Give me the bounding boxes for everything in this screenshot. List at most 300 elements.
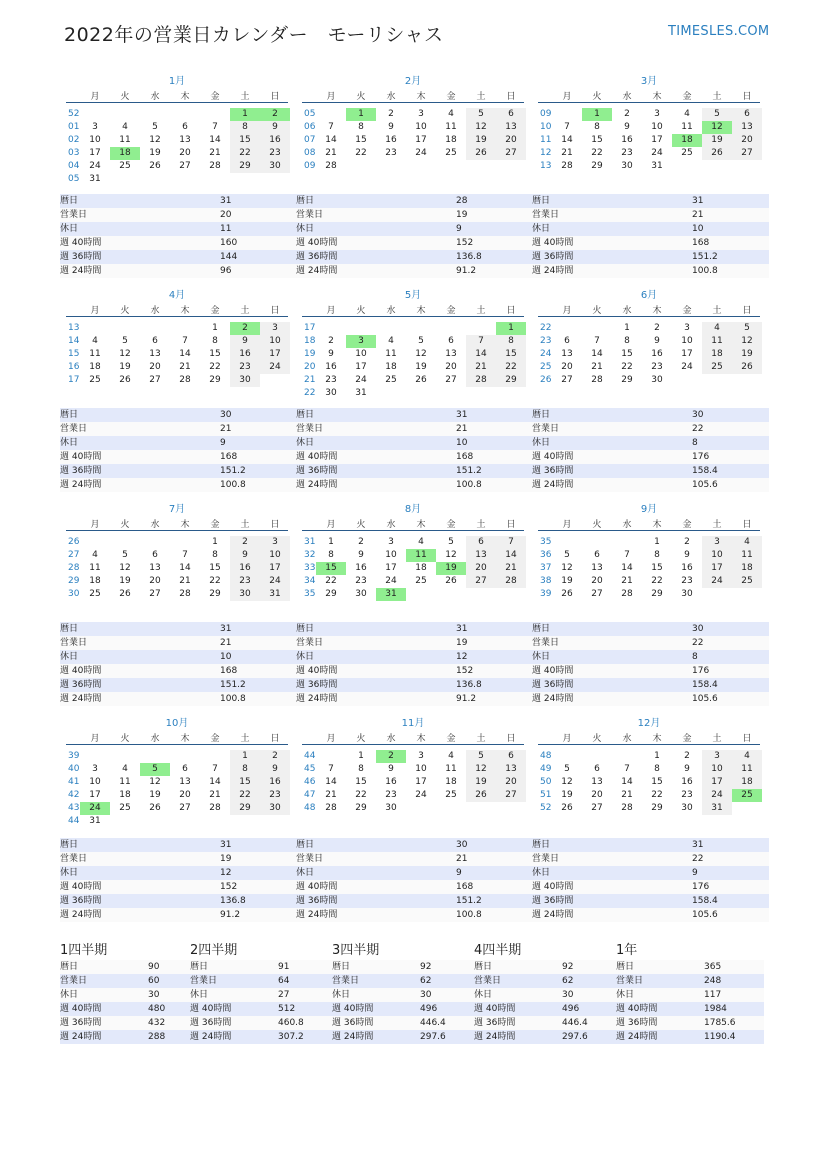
day-cell: 16	[385, 135, 397, 145]
day-cell: 26	[119, 375, 131, 385]
quarter-row	[332, 988, 480, 1002]
weekday-label: 水	[386, 306, 396, 316]
month-name: 8月	[404, 504, 422, 515]
day-cell: 17	[260, 348, 290, 361]
month-block	[538, 286, 760, 406]
day-cell: 13	[179, 777, 191, 787]
day-cell: 6	[152, 550, 158, 560]
weekday-label: 土	[712, 92, 722, 102]
day-cell: 26	[415, 375, 427, 385]
day-cell: 31	[376, 588, 406, 601]
stats-label: 休日	[60, 438, 79, 448]
stats-value: 136.8	[456, 252, 482, 262]
stats-value: 12	[456, 652, 468, 662]
day-cell: 23	[681, 790, 693, 800]
day-cell: 18	[732, 776, 762, 789]
weekday-label: 土	[712, 734, 722, 744]
stats-row	[532, 478, 769, 492]
weekday-header	[66, 731, 288, 745]
stats-row	[532, 838, 769, 852]
day-cell: 24	[415, 790, 427, 800]
day-cell: 30	[681, 589, 693, 599]
month-block	[302, 500, 524, 620]
day-cell: 28	[561, 161, 573, 171]
stats-row	[532, 678, 769, 692]
day-cell: 20	[591, 576, 603, 586]
stats-value: 176	[692, 882, 710, 892]
weekday-label: 金	[210, 734, 220, 744]
day-cell: 26	[561, 803, 573, 813]
day-cell: 4	[418, 537, 424, 547]
day-cell: 9	[260, 763, 290, 776]
day-cell: 2	[388, 109, 394, 119]
quarter-value: 446.4	[420, 1018, 446, 1028]
day-cell: 3	[346, 335, 376, 348]
weekday-label: 木	[180, 520, 190, 530]
weekday-label: 日	[270, 92, 280, 102]
day-cell: 30	[385, 803, 397, 813]
day-cell: 9	[684, 764, 690, 774]
quarter-value: 64	[278, 976, 290, 986]
stats-row	[296, 622, 533, 636]
stats-label: 週 36時間	[296, 252, 338, 262]
quarter-row	[60, 988, 208, 1002]
stats-row	[532, 636, 769, 650]
weekday-label: 水	[150, 520, 160, 530]
day-cell: 27	[149, 375, 161, 385]
brand-logo[interactable]: TIMESLES.COM	[668, 24, 770, 39]
day-cell: 27	[496, 147, 526, 160]
weekday-label: 月	[562, 734, 572, 744]
day-cell: 4	[448, 751, 454, 761]
stats-row	[60, 880, 297, 894]
stats-label: 暦日	[532, 196, 551, 206]
week-number: 19	[304, 349, 316, 359]
day-cell: 26	[466, 789, 496, 802]
stats-row	[532, 866, 769, 880]
stats-label: 休日	[532, 224, 551, 234]
weekday-label: 木	[180, 734, 190, 744]
day-cell: 20	[466, 562, 496, 575]
week-number: 06	[304, 122, 316, 132]
day-cell: 5	[122, 336, 128, 346]
week-number: 31	[304, 537, 316, 547]
weekday-label: 金	[682, 306, 692, 316]
quarter-label: 週 36時間	[474, 1018, 516, 1028]
month-stats-table	[296, 194, 533, 278]
weekday-header	[302, 517, 524, 531]
day-cell: 6	[564, 336, 570, 346]
day-cell: 1	[230, 108, 260, 121]
quarter-row	[474, 974, 622, 988]
day-cell: 26	[119, 589, 131, 599]
quarter-row	[190, 1016, 338, 1030]
day-cell: 19	[702, 134, 732, 147]
day-cell: 15	[496, 348, 526, 361]
day-cell: 6	[594, 550, 600, 560]
day-cell: 18	[702, 348, 732, 361]
week-number: 39	[540, 589, 552, 599]
day-cell: 5	[448, 537, 454, 547]
stats-value: 105.6	[692, 694, 718, 704]
weekday-label: 月	[562, 92, 572, 102]
day-cell: 29	[230, 160, 260, 173]
day-cell: 6	[448, 336, 454, 346]
stats-value: 21	[456, 424, 468, 434]
day-cell: 3	[92, 122, 98, 132]
day-cell: 13	[466, 549, 496, 562]
day-cell: 5	[702, 108, 732, 121]
month-name: 1月	[168, 76, 186, 87]
month-name: 4月	[168, 290, 186, 301]
stats-value: 9	[692, 868, 698, 878]
stats-row	[296, 250, 533, 264]
quarter-value: 62	[420, 976, 432, 986]
day-cell: 24	[415, 148, 427, 158]
stats-row	[296, 852, 533, 866]
weekday-label: 水	[150, 306, 160, 316]
day-cell: 12	[119, 563, 131, 573]
day-cell: 8	[654, 550, 660, 560]
week-number: 45	[304, 764, 316, 774]
day-cell: 17	[702, 776, 732, 789]
stats-label: 営業日	[532, 638, 560, 648]
day-cell: 14	[179, 349, 191, 359]
weekday-header	[302, 89, 524, 103]
day-cell: 22	[651, 790, 663, 800]
week-number: 34	[304, 576, 316, 586]
stats-label: 暦日	[296, 196, 315, 206]
weekday-label: 火	[592, 734, 602, 744]
day-cell: 8	[594, 122, 600, 132]
weekday-label: 木	[652, 520, 662, 530]
week-number: 32	[304, 550, 316, 560]
month-name: 3月	[640, 76, 658, 87]
stats-value: 8	[692, 652, 698, 662]
quarter-row	[616, 1002, 764, 1016]
month-stats-table	[296, 622, 533, 706]
stats-value: 96	[220, 266, 232, 276]
weekday-label: 土	[476, 92, 486, 102]
stats-row	[296, 678, 533, 692]
quarter-value: 92	[562, 962, 574, 972]
day-cell: 2	[230, 536, 260, 549]
weekday-label: 金	[210, 92, 220, 102]
stats-value: 31	[692, 840, 704, 850]
day-cell: 7	[594, 336, 600, 346]
weekday-label: 木	[416, 734, 426, 744]
quarter-row	[60, 960, 208, 974]
day-cell: 31	[702, 802, 732, 815]
day-cell: 21	[209, 790, 221, 800]
weekday-header	[302, 303, 524, 317]
week-number: 40	[68, 764, 80, 774]
day-cell: 7	[466, 335, 496, 348]
day-cell: 2	[376, 750, 406, 763]
day-cell: 29	[651, 589, 663, 599]
day-cell: 3	[654, 109, 660, 119]
day-cell: 8	[328, 550, 334, 560]
month-name: 5月	[404, 290, 422, 301]
day-cell: 3	[92, 764, 98, 774]
stats-value: 21	[220, 424, 232, 434]
week-number: 20	[304, 362, 316, 372]
week-number: 12	[540, 148, 552, 158]
stats-row	[60, 450, 297, 464]
stats-label: 週 40時間	[296, 452, 338, 462]
stats-value: 152	[456, 666, 474, 676]
day-cell: 31	[651, 161, 663, 171]
quarter-value: 117	[704, 990, 722, 1000]
stats-row	[532, 436, 769, 450]
weekday-label: 土	[240, 92, 250, 102]
day-cell: 28	[209, 161, 221, 171]
stats-value: 151.2	[220, 466, 246, 476]
stats-label: 営業日	[60, 210, 88, 220]
stats-row	[60, 422, 297, 436]
weekday-label: 金	[682, 92, 692, 102]
week-number: 43	[68, 803, 80, 813]
month-name: 7月	[168, 504, 186, 515]
day-cell: 2	[654, 323, 660, 333]
stats-label: 週 24時間	[60, 910, 102, 920]
stats-label: 営業日	[532, 854, 560, 864]
stats-label: 休日	[532, 868, 551, 878]
month-stats-table	[532, 622, 769, 706]
quarter-row	[616, 1030, 764, 1044]
quarter-row	[332, 960, 480, 974]
stats-label: 週 24時間	[296, 266, 338, 276]
day-cell: 2	[230, 322, 260, 335]
day-cell: 28	[209, 803, 221, 813]
week-number: 35	[540, 537, 552, 547]
weekday-label: 木	[652, 92, 662, 102]
day-cell: 23	[260, 789, 290, 802]
stats-label: 週 40時間	[60, 452, 102, 462]
day-cell: 11	[385, 349, 397, 359]
day-cell: 24	[651, 148, 663, 158]
weekday-label: 土	[476, 306, 486, 316]
day-cell: 17	[415, 777, 427, 787]
quarter-label: 週 24時間	[190, 1032, 232, 1042]
day-cell: 22	[325, 576, 337, 586]
stats-label: 週 24時間	[60, 266, 102, 276]
quarter-label: 営業日	[474, 976, 502, 986]
quarter-row	[190, 988, 338, 1002]
weekday-label: 日	[270, 306, 280, 316]
day-cell: 22	[209, 576, 221, 586]
day-cell: 1	[328, 537, 334, 547]
stats-label: 休日	[532, 652, 551, 662]
day-cell: 26	[466, 147, 496, 160]
stats-value: 22	[692, 638, 704, 648]
day-cell: 22	[651, 576, 663, 586]
stats-value: 19	[456, 638, 468, 648]
quarter-label: 営業日	[332, 976, 360, 986]
day-cell: 31	[355, 388, 367, 398]
weekday-label: 火	[592, 92, 602, 102]
stats-value: 168	[220, 666, 238, 676]
stats-value: 151.2	[456, 896, 482, 906]
day-cell: 13	[496, 121, 526, 134]
day-cell: 3	[684, 323, 690, 333]
day-cell: 22	[230, 147, 260, 160]
day-cell: 7	[182, 336, 188, 346]
stats-label: 週 36時間	[532, 252, 574, 262]
day-cell: 25	[681, 148, 693, 158]
quarter-label: 暦日	[60, 962, 79, 972]
week-number: 29	[68, 576, 80, 586]
day-cell: 7	[496, 536, 526, 549]
quarter-title: 1年	[616, 943, 638, 958]
stats-row	[296, 908, 533, 922]
weekday-label: 月	[562, 306, 572, 316]
day-cell: 2	[358, 537, 364, 547]
day-cell: 30	[230, 374, 260, 387]
day-cell: 6	[182, 122, 188, 132]
day-cell: 13	[561, 349, 573, 359]
quarter-value: 512	[278, 1004, 296, 1014]
day-cell: 27	[732, 147, 762, 160]
weekday-label: 火	[592, 306, 602, 316]
weekday-header	[538, 517, 760, 531]
stats-value: 91.2	[456, 266, 477, 276]
day-cell: 18	[89, 362, 101, 372]
day-cell: 28	[496, 575, 526, 588]
day-cell: 12	[561, 777, 573, 787]
stats-value: 9	[456, 868, 462, 878]
day-cell: 10	[651, 122, 663, 132]
day-cell: 25	[385, 375, 397, 385]
stats-value: 21	[692, 210, 704, 220]
day-cell: 13	[179, 135, 191, 145]
week-number: 42	[68, 790, 80, 800]
day-cell: 22	[355, 790, 367, 800]
day-cell: 26	[702, 147, 732, 160]
day-cell: 6	[496, 108, 526, 121]
day-cell: 8	[654, 764, 660, 774]
day-cell: 1	[346, 108, 376, 121]
stats-row	[60, 678, 297, 692]
weekday-label: 土	[476, 520, 486, 530]
day-cell: 17	[355, 362, 367, 372]
stats-row	[296, 408, 533, 422]
week-number: 48	[540, 751, 552, 761]
day-cell: 16	[651, 349, 663, 359]
quarter-row	[190, 974, 338, 988]
day-cell: 6	[152, 336, 158, 346]
quarter-title: 1四半期	[60, 943, 108, 958]
stats-row	[296, 264, 533, 278]
stats-row	[296, 880, 533, 894]
quarter-row	[60, 1002, 208, 1016]
stats-row	[532, 450, 769, 464]
day-cell: 5	[466, 750, 496, 763]
stats-value: 168	[692, 238, 710, 248]
day-cell: 23	[260, 147, 290, 160]
day-cell: 28	[325, 803, 337, 813]
day-cell: 24	[89, 161, 101, 171]
day-cell: 4	[92, 550, 98, 560]
stats-row	[60, 478, 297, 492]
weekday-label: 土	[712, 520, 722, 530]
day-cell: 29	[209, 589, 221, 599]
quarter-label: 休日	[474, 990, 493, 1000]
stats-value: 105.6	[692, 910, 718, 920]
stats-label: 暦日	[296, 624, 315, 634]
quarter-value: 60	[148, 976, 160, 986]
day-cell: 23	[230, 575, 260, 588]
quarter-title: 2四半期	[190, 943, 238, 958]
stats-row	[296, 464, 533, 478]
day-cell: 17	[89, 790, 101, 800]
day-cell: 2	[260, 750, 290, 763]
day-cell: 7	[624, 764, 630, 774]
stats-row	[532, 908, 769, 922]
stats-value: 10	[692, 224, 704, 234]
day-cell: 30	[621, 161, 633, 171]
stats-label: 暦日	[532, 840, 551, 850]
week-number: 41	[68, 777, 80, 787]
quarter-value: 480	[148, 1004, 166, 1014]
weekday-label: 月	[90, 734, 100, 744]
week-number: 14	[68, 336, 80, 346]
weekday-label: 水	[150, 734, 160, 744]
day-cell: 13	[149, 563, 161, 573]
day-cell: 30	[260, 160, 290, 173]
quarter-label: 週 36時間	[190, 1018, 232, 1028]
day-cell: 14	[591, 349, 603, 359]
day-cell: 10	[260, 335, 290, 348]
stats-label: 営業日	[60, 638, 88, 648]
quarter-row	[616, 1016, 764, 1030]
day-cell: 4	[92, 336, 98, 346]
stats-row	[296, 866, 533, 880]
day-cell: 4	[684, 109, 690, 119]
stats-label: 休日	[296, 868, 315, 878]
stats-row	[296, 650, 533, 664]
quarter-value: 30	[420, 990, 432, 1000]
day-cell: 26	[149, 161, 161, 171]
quarter-row	[190, 1030, 338, 1044]
month-stats-table	[60, 408, 297, 492]
day-cell: 4	[732, 750, 762, 763]
day-cell: 30	[355, 589, 367, 599]
stats-row	[60, 636, 297, 650]
day-cell: 5	[140, 763, 170, 776]
stats-value: 9	[456, 224, 462, 234]
day-cell: 23	[325, 375, 337, 385]
day-cell: 21	[496, 562, 526, 575]
stats-row	[532, 236, 769, 250]
day-cell: 23	[651, 362, 663, 372]
day-cell: 10	[89, 135, 101, 145]
day-cell: 24	[355, 375, 367, 385]
day-cell: 29	[355, 803, 367, 813]
quarter-label: 暦日	[616, 962, 635, 972]
day-cell: 9	[388, 122, 394, 132]
stats-label: 営業日	[296, 638, 324, 648]
quarter-label: 週 36時間	[60, 1018, 102, 1028]
day-cell: 11	[89, 349, 101, 359]
stats-value: 100.8	[692, 266, 718, 276]
quarter-value: 30	[562, 990, 574, 1000]
weekday-label: 日	[270, 520, 280, 530]
stats-row	[532, 250, 769, 264]
quarter-row	[474, 1016, 622, 1030]
week-number: 02	[68, 135, 80, 145]
day-cell: 23	[230, 361, 260, 374]
